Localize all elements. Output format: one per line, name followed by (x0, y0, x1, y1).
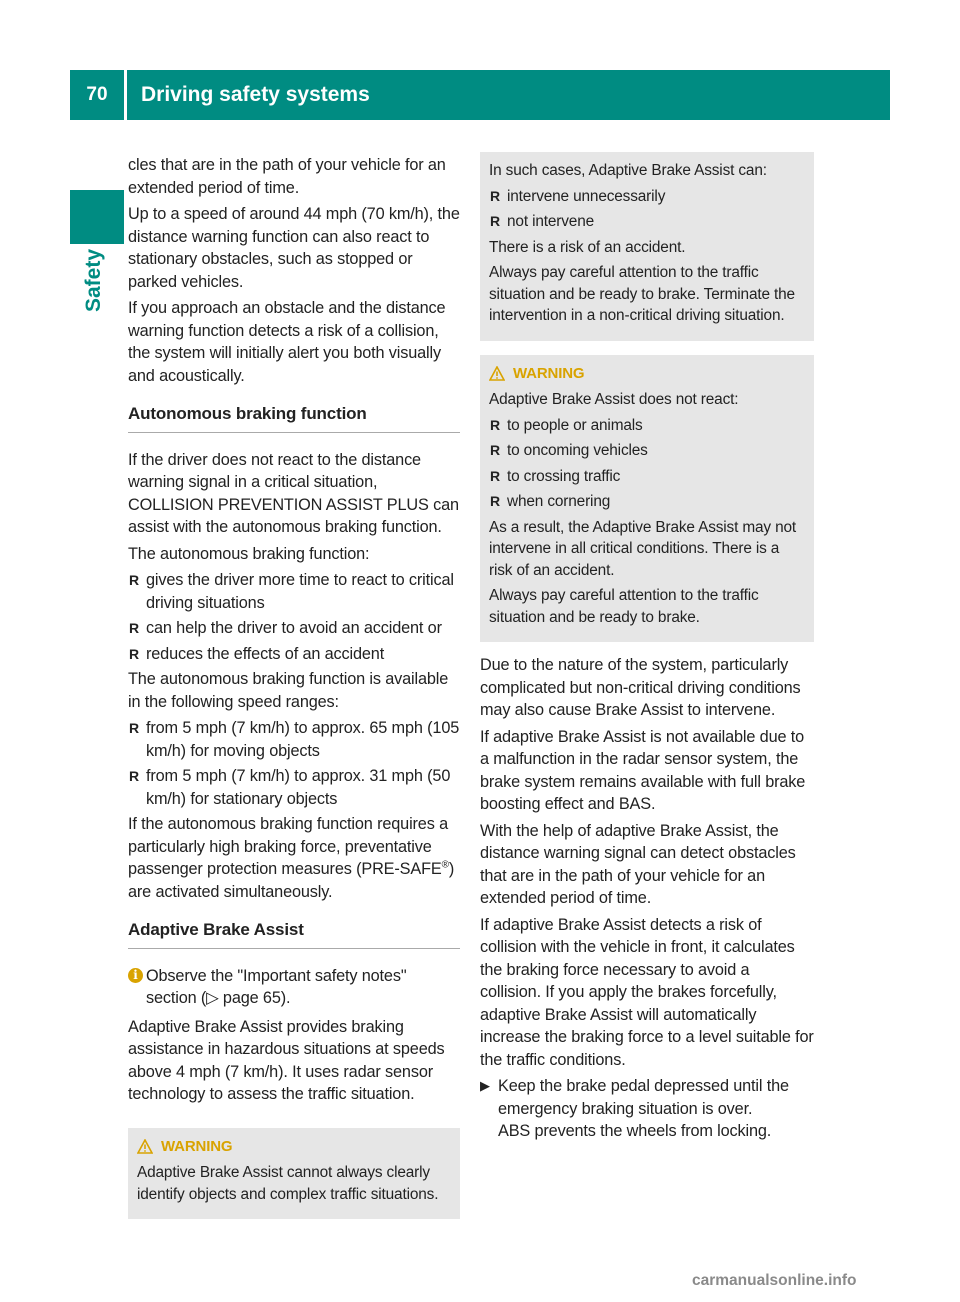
paragraph: If adaptive Brake Assist is not available due to a malfunction in the radar sensor system, the brake system remains available with full brake boosting effect and BAS. (480, 727, 806, 813)
paragraph: Always pay careful attention to the traffic situation and be ready to brake. Terminate the intervention in a non-critical driving situation. (489, 264, 795, 324)
paragraph: Always pay careful attention to the traffic situation and be ready to brake. (489, 587, 759, 626)
section-heading-autonomous-braking: Autonomous braking function (128, 403, 460, 433)
section-heading-adaptive-brake-assist: Adaptive Brake Assist (128, 919, 460, 949)
watermark: carmanualsonline.info (692, 1272, 857, 1289)
warning-box-continued (480, 152, 814, 341)
bullet-marker: R (129, 645, 139, 662)
paragraph: Adaptive Brake Assist does not react: (489, 391, 739, 408)
left-column (128, 154, 460, 1219)
warning-header: WARNING (489, 363, 806, 386)
list-item: R from 5 mph (7 km/h) to approx. 31 mph (50 km/h) for stationary objects (129, 767, 451, 808)
bullet-marker: R (129, 768, 139, 784)
action-result: ABS prevents the wheels from locking. (498, 1122, 772, 1140)
bullet-marker: R (490, 493, 500, 509)
page-number: 70 (86, 84, 108, 105)
list-item: R to crossing traffic (489, 466, 806, 488)
paragraph: There is a risk of an accident. (489, 238, 686, 256)
warning-text: Adaptive Brake Assist cannot always clearly identify objects and complex traffic situations. (137, 1164, 439, 1203)
paragraph: If you approach an obstacle and the distance warning function detects a risk of a collision, the system will initially alert you both visually and acoustically. (128, 299, 446, 385)
list-item: R can help the driver to avoid an accident or (128, 617, 460, 640)
header-divider (124, 70, 127, 120)
list-item: R reduces the effects of an accident (128, 643, 460, 666)
paragraph: Adaptive Brake Assist provides braking assistance in hazardous situations at speeds above 4 mph (7 km/h). It uses radar sensor technology to assess the traffic situation. (128, 1017, 445, 1103)
paragraph: With the help of adaptive Brake Assist, the distance warning signal can detect obstacles that are in the path of your vehicle for an extended period of time. (480, 821, 796, 907)
action-step: ▶ Keep the brake pedal depressed until the emergency braking situation is over. ABS prevents the wheels from locking. (480, 1077, 789, 1140)
bullet-marker: R (490, 187, 500, 204)
paragraph: As a result, the Adaptive Brake Assist may not intervene in all critical conditions. There is a risk of an accident. (489, 518, 797, 579)
paragraph: In such cases, Adaptive Brake Assist can: (489, 162, 767, 179)
warning-box (480, 355, 814, 643)
bullet-marker: R (129, 620, 139, 636)
bullet-marker: R (490, 442, 500, 458)
list-item: R to people or animals (489, 415, 806, 437)
list-item: R not intervene (489, 211, 806, 233)
action-arrow-icon: ▶ (480, 1078, 490, 1093)
list-item: R when cornering (489, 491, 806, 513)
side-section-label: Safety (82, 248, 105, 312)
warning-header: WARNING (137, 1136, 452, 1159)
warning-triangle-icon (137, 1139, 153, 1154)
bullet-marker: R (129, 720, 139, 736)
list-item: R from 5 mph (7 km/h) to approx. 65 mph (105 km/h) for moving objects (129, 719, 460, 760)
paragraph: The autonomous braking function is available in the following speed ranges: (128, 670, 449, 711)
list-item: R gives the driver more time to react to critical driving situations (129, 571, 454, 612)
bullet-marker: R (129, 572, 139, 588)
paragraph: Due to the nature of the system, particularly complicated but non-critical driving conditions may also cause Brake Assist to intervene. (480, 656, 801, 719)
paragraph: The autonomous braking function: (128, 544, 370, 563)
list-item: R to oncoming vehicles (489, 440, 806, 462)
bullet-marker: R (490, 416, 500, 433)
chapter-title: Driving safety systems (141, 83, 370, 106)
right-column (480, 154, 814, 1146)
paragraph: Up to a speed of around 44 mph (70 km/h), the distance warning function can also react to stationary obstacles, such as stopped or parked vehicles. (128, 205, 460, 291)
bullet-marker: R (490, 467, 500, 484)
info-icon: i (128, 968, 143, 983)
paragraph: If adaptive Brake Assist detects a risk of collision with the vehicle in front, it calculates the braking force necessary to avoid a collision. If you apply the brakes forcefully, adaptive Brake Assist will automatically increase the braking force to a level suitable for the traffic conditions. (480, 915, 814, 1069)
list-item: R intervene unnecessarily (489, 186, 806, 208)
paragraph: cles that are in the path of your vehicle for an extended period of time. (128, 156, 446, 197)
paragraph: If the driver does not react to the distance warning signal in a critical situation, COLLISION PREVENTION ASSIST PLUS can assist with the autonomous braking function. (128, 450, 459, 536)
registered-mark: ® (441, 859, 449, 871)
side-tab-marker (70, 190, 124, 244)
info-note (128, 965, 460, 1010)
warning-box (128, 1128, 460, 1220)
paragraph-pre-safe: If the autonomous braking function requires a particularly high braking force, preventative passenger protection measures (PRE-SAFE®) are activated simultaneously. (128, 815, 455, 901)
info-note-text[interactable]: Observe the "Important safety notes" section (▷ page 65). (146, 966, 407, 1007)
bullet-marker: R (490, 213, 500, 229)
warning-triangle-icon (489, 366, 505, 381)
